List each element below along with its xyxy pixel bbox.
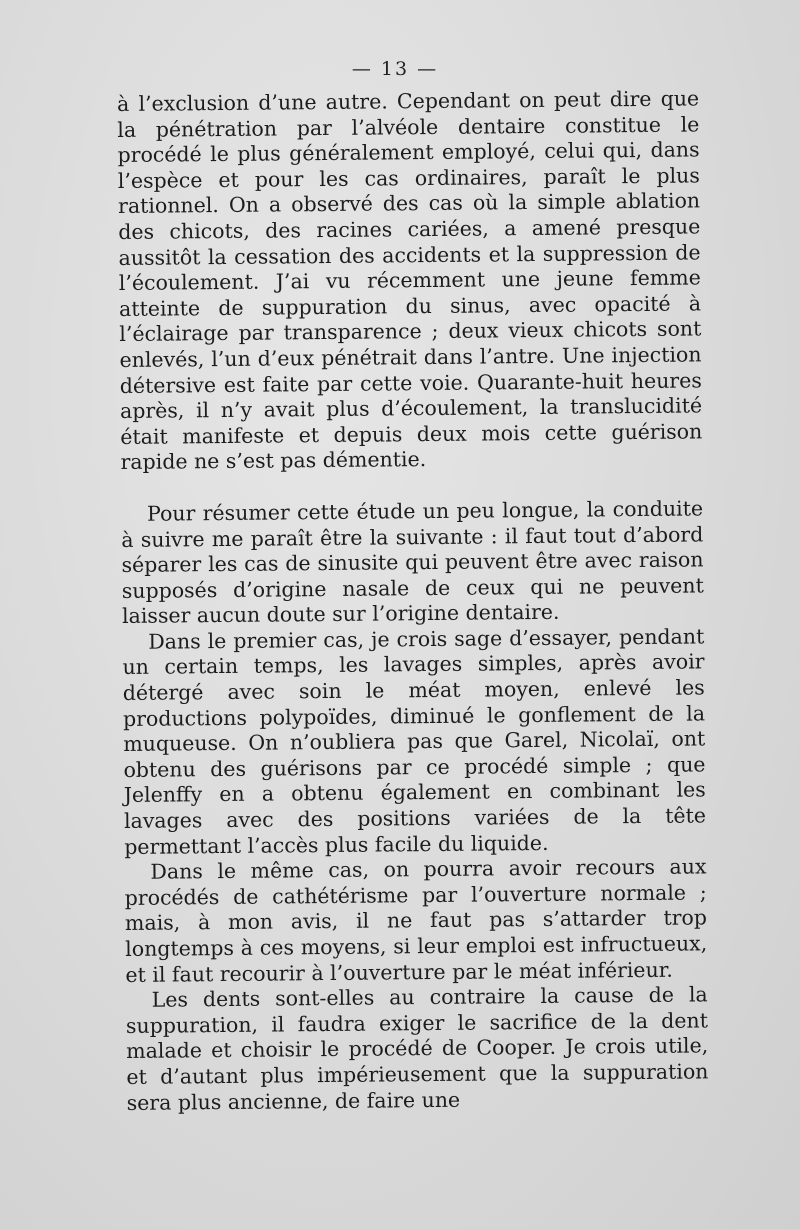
paragraph-first-case: Dans le premier cas, je crois sage d’essayer, pendant un certain temps, les lavages simples, après avoir détergé avec soin le méat moyen, enlevé les productions polypoïdes, diminué le gonflement de la muqueuse. On n’oubliera pas que Garel, Nicolaï, ont obtenu des guérisons par ce procédé simple ; que Jelenffy en a obtenu également en combinant les lavages avec des positions variées de la tête permettant l’accès plus facile du liquide. <box>122 624 707 859</box>
page-number: — 13 — <box>351 58 439 80</box>
paragraph-summary: Pour résumer cette étude un peu longue, la conduite à suivre me paraît être la suivante : il faut tout d’abord séparer les cas de sinusite qui peuvent être avec raison supposés d’origine nasale de ceux qui ne peuvent laisser aucun doute sur l’origine dentaire. <box>121 496 704 629</box>
paragraph-same-case: Dans le même cas, on pourra avoir recours aux procédés de cathétérisme par l’ouverture normale ; mais, à mon avis, il ne faut pas s’attarder trop longtemps à ces moyens, si leur emploi est infructueux, et il faut recourir à l’ouverture par le méat inférieur. <box>124 854 708 987</box>
paragraph-dental-cause: Les dents sont-elles au contraire la cause de la suppuration, il faudra exiger le sacrifice de la dent malade et choisir le procédé de Cooper. Je crois utile, et d’autant plus impérieusement que la suppuration sera plus ancienne, de faire une <box>125 982 709 1115</box>
body-text <box>117 86 709 1116</box>
paragraph-continuation: à l’exclusion d’une autre. Cependant on peut dire que la pénétration par l’alvéole dentaire constitue le procédé le plus généralement employé, celui qui, dans l’espèce et pour les cas ordinaires, paraît le plus rationnel. On a observé des cas où la simple ablation des chicots, des racines cariées, a amené presque aussitôt la cessation des accidents et la suppression de l’écoulement. J’ai vu récemment une jeune femme atteinte de suppuration du sinus, avec opacité à l’éclairage par transparence ; deux vieux chicots sont enlevés, l’un d’eux pénétrait dans l’antre. Une injection détersive est faite par cette voie. Quarante-huit heures après, il n’y avait plus d’écoulement, la translucidité était manifeste et depuis deux mois cette guérison rapide ne s’est pas démentie. <box>117 86 703 475</box>
